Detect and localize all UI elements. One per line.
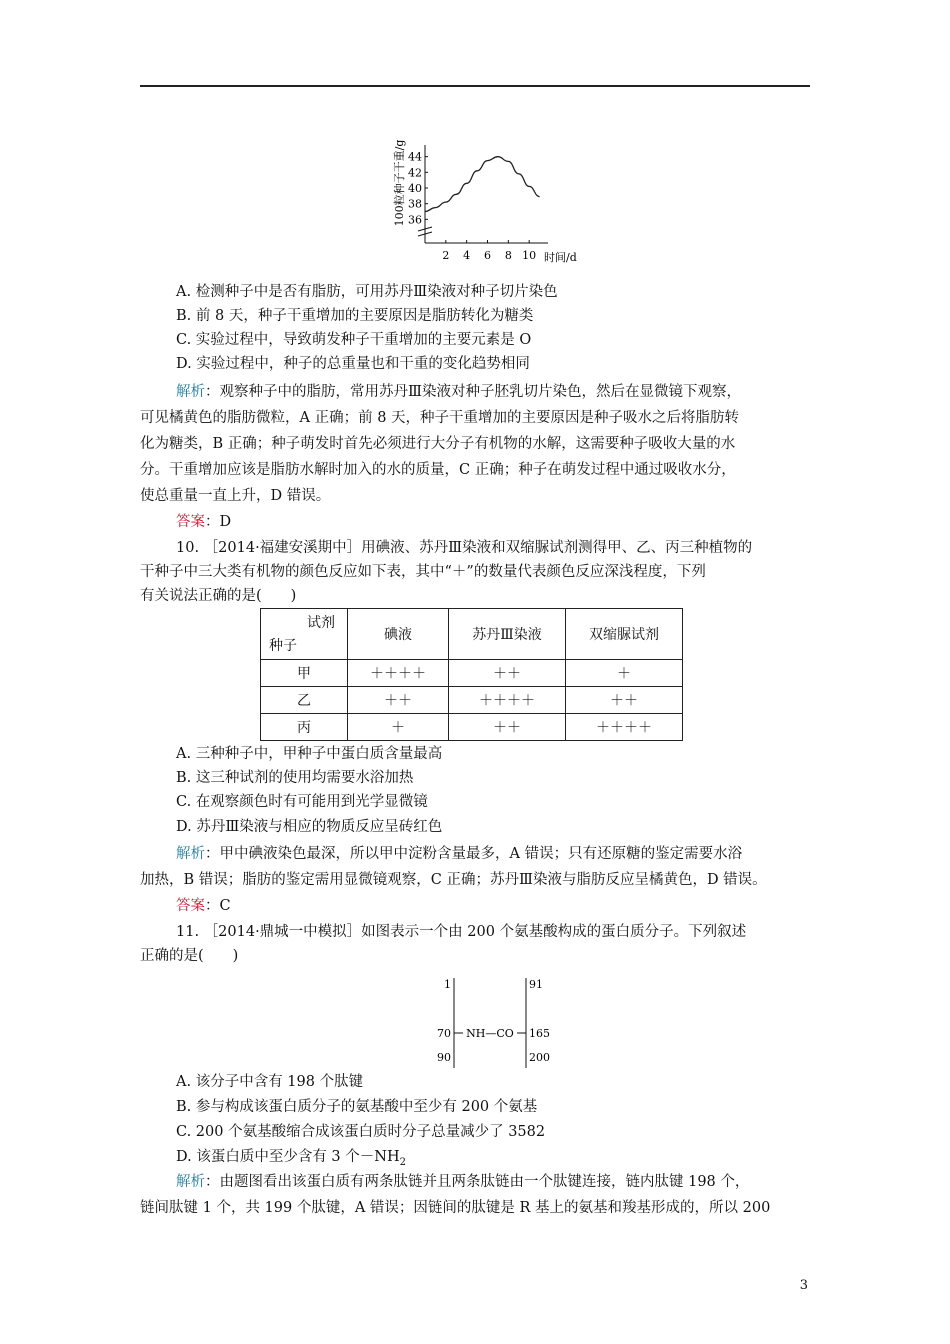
q11-stem-line-2: 正确的是( ) [140, 948, 239, 964]
q10-answer-value: ：C [205, 898, 231, 914]
q10-analysis-line-1 [176, 844, 742, 864]
table-seed-cell: 丙 [261, 714, 348, 741]
chain-right-top-label: 91 [529, 978, 543, 991]
table-row [261, 687, 683, 714]
q11-option-c: C. 200 个氨基酸缩合成该蛋白质时分子总量减少了 3582 [176, 1124, 546, 1140]
table-cell: ＋＋＋＋ [566, 714, 683, 741]
chart-x-tick-label: 6 [484, 249, 491, 262]
header-rule [140, 85, 810, 87]
q10-answer [176, 896, 231, 916]
q10-stem-line-3: 有关说法正确的是( ) [140, 588, 297, 604]
chart-y-tick-label: 42 [408, 166, 422, 180]
q11-option-d-subscript: 2 [399, 1156, 406, 1168]
q11-stem-line-1: 11. ［2014·鼎城一中模拟］如图表示一个由 200 个氨基酸构成的蛋白质分子。下列叙述 [176, 924, 747, 940]
q11-option-a: A. 该分子中含有 198 个肽键 [176, 1074, 364, 1090]
peptide-bond-label: NH—CO [466, 1027, 514, 1040]
page-number: 3 [799, 1278, 808, 1293]
chain-right-mid-label: 165 [529, 1027, 550, 1040]
chart-ylabel: 100粒种子干重/g [393, 139, 406, 227]
table-cell: ＋ [348, 714, 449, 741]
chart-xlabel: 时间/d [544, 251, 577, 264]
table-seed-cell: 乙 [261, 687, 348, 714]
table-header-row [261, 609, 683, 660]
q10-analysis-text: ：甲中碘液染色最深，所以甲中淀粉含量最多，A 错误；只有还原糖的鉴定需要水浴 [205, 846, 743, 862]
q10-analysis-line-2: 加热，B 错误；脂肪的鉴定需用显微镜观察，C 正确；苏丹Ⅲ染液与脂肪反应呈橘黄色，D 错误。 [140, 872, 767, 888]
q10-answer-label: 答案 [176, 898, 205, 914]
q10-stem-line-1: 10. ［2014·福建安溪期中］用碘液、苏丹Ⅲ染液和双缩脲试剂测得甲、乙、丙三种植物的 [176, 540, 753, 556]
q11-analysis-line-2: 链间肽键 1 个，共 199 个肽键，A 错误；因链间的肽键是 R 基上的氨基和羧基形成的，所以 200 [140, 1200, 771, 1216]
chart-y-tick-label: 40 [408, 182, 422, 195]
table-cell: ＋＋＋＋ [348, 660, 449, 687]
chain-left-mid-label: 70 [437, 1027, 451, 1040]
table-header-cell: 双缩脲试剂 [566, 609, 683, 660]
table-cell: ＋ [566, 660, 683, 687]
chart-x-tick-label: 2 [442, 249, 450, 262]
chart-x-tick-label: 4 [463, 249, 471, 262]
chain-left-bottom-label: 90 [437, 1051, 451, 1064]
q9-analysis-text: ：观察种子中的脂肪，常用苏丹Ⅲ染液对种子胚乳切片染色，然后在显微镜下观察， [205, 384, 741, 400]
chain-right-bottom-label: 200 [529, 1051, 550, 1064]
q9-analysis-line-3: 化为糖类，B 正确；种子萌发时首先必须进行大分子有机物的水解，这需要种子吸收大量的水 [140, 436, 736, 452]
q9-option-a: A. 检测种子中是否有脂肪，可用苏丹Ⅲ染液对种子切片染色 [176, 284, 558, 300]
q10-option-a: A. 三种种子中，甲种子中蛋白质含量最高 [176, 746, 443, 762]
q11-option-d-text: D. 该蛋白质中至少含有 3 个－NH [176, 1149, 400, 1165]
chart-x-tick-label: 10 [522, 249, 537, 262]
protein-chain-diagram [430, 972, 560, 1072]
table-cell: ＋＋ [449, 714, 566, 741]
q9-option-c: C. 实验过程中，导致萌发种子干重增加的主要元素是 O [176, 332, 532, 348]
chart-y-tick-label: 36 [408, 213, 422, 227]
table-row [261, 660, 683, 687]
q9-analysis-line-5: 使总重量一直上升，D 错误。 [140, 488, 331, 504]
table-corner-cell [261, 609, 348, 660]
chart-y-tick-label: 38 [408, 197, 422, 211]
table-header-cell: 苏丹Ⅲ染液 [449, 609, 566, 660]
chart-y-tick-label: 44 [408, 150, 422, 164]
q9-answer [176, 512, 231, 532]
q10-option-b: B. 这三种试剂的使用均需要水浴加热 [176, 770, 414, 786]
q11-option-b: B. 参与构成该蛋白质分子的氨基酸中至少有 200 个氨基 [176, 1099, 538, 1115]
q9-answer-value: ：D [205, 514, 232, 530]
q11-analysis-label: 解析 [176, 1174, 205, 1190]
table-row [261, 714, 683, 741]
q9-answer-label: 答案 [176, 514, 205, 530]
chain-left-top-label: 1 [444, 978, 451, 991]
q10-analysis-label: 解析 [176, 846, 205, 862]
chart-x-tick-label: 8 [504, 249, 512, 262]
table-cell: ＋＋ [566, 687, 683, 714]
reagent-table [260, 608, 683, 741]
q9-analysis-line-4: 分。干重增加应该是脂肪水解时加入的水的质量，C 正确；种子在萌发过程中通过吸收水分， [140, 462, 736, 478]
table-header-cell: 碘液 [348, 609, 449, 660]
q10-option-d: D. 苏丹Ⅲ染液与相应的物质反应呈砖红色 [176, 819, 443, 835]
table-cell: ＋＋ [449, 660, 566, 687]
q9-option-d: D. 实验过程中，种子的总重量也和干重的变化趋势相同 [176, 356, 530, 372]
table-cell: ＋＋＋＋ [449, 687, 566, 714]
table-seed-cell: 甲 [261, 660, 348, 687]
q9-analysis-label: 解析 [176, 384, 205, 400]
q10-stem-line-2: 干种子中三大类有机物的颜色反应如下表，其中“＋”的数量代表颜色反应深浅程度，下列 [140, 564, 706, 580]
dry-weight-chart [380, 135, 580, 270]
q9-analysis-line-1 [176, 382, 741, 402]
q11-analysis-text: ：由题图看出该蛋白质有两条肽链并且两条肽链由一个肽键连接，链内肽键 198 个， [205, 1174, 750, 1190]
q9-analysis-line-2: 可见橘黄色的脂肪微粒，A 正确；前 8 天，种子干重增加的主要原因是种子吸水之后将脂肪转 [140, 410, 740, 426]
q10-option-c: C. 在观察颜色时有可能用到光学显微镜 [176, 794, 428, 810]
q11-option-d [176, 1147, 406, 1173]
corner-seed-label: 种子 [269, 638, 297, 654]
q9-option-b: B. 前 8 天，种子干重增加的主要原因是脂肪转化为糖类 [176, 308, 534, 324]
q11-analysis-line-1 [176, 1172, 749, 1192]
table-cell: ＋＋ [348, 687, 449, 714]
chart-series-line [425, 157, 540, 212]
corner-reagent-label: 试剂 [307, 615, 335, 631]
